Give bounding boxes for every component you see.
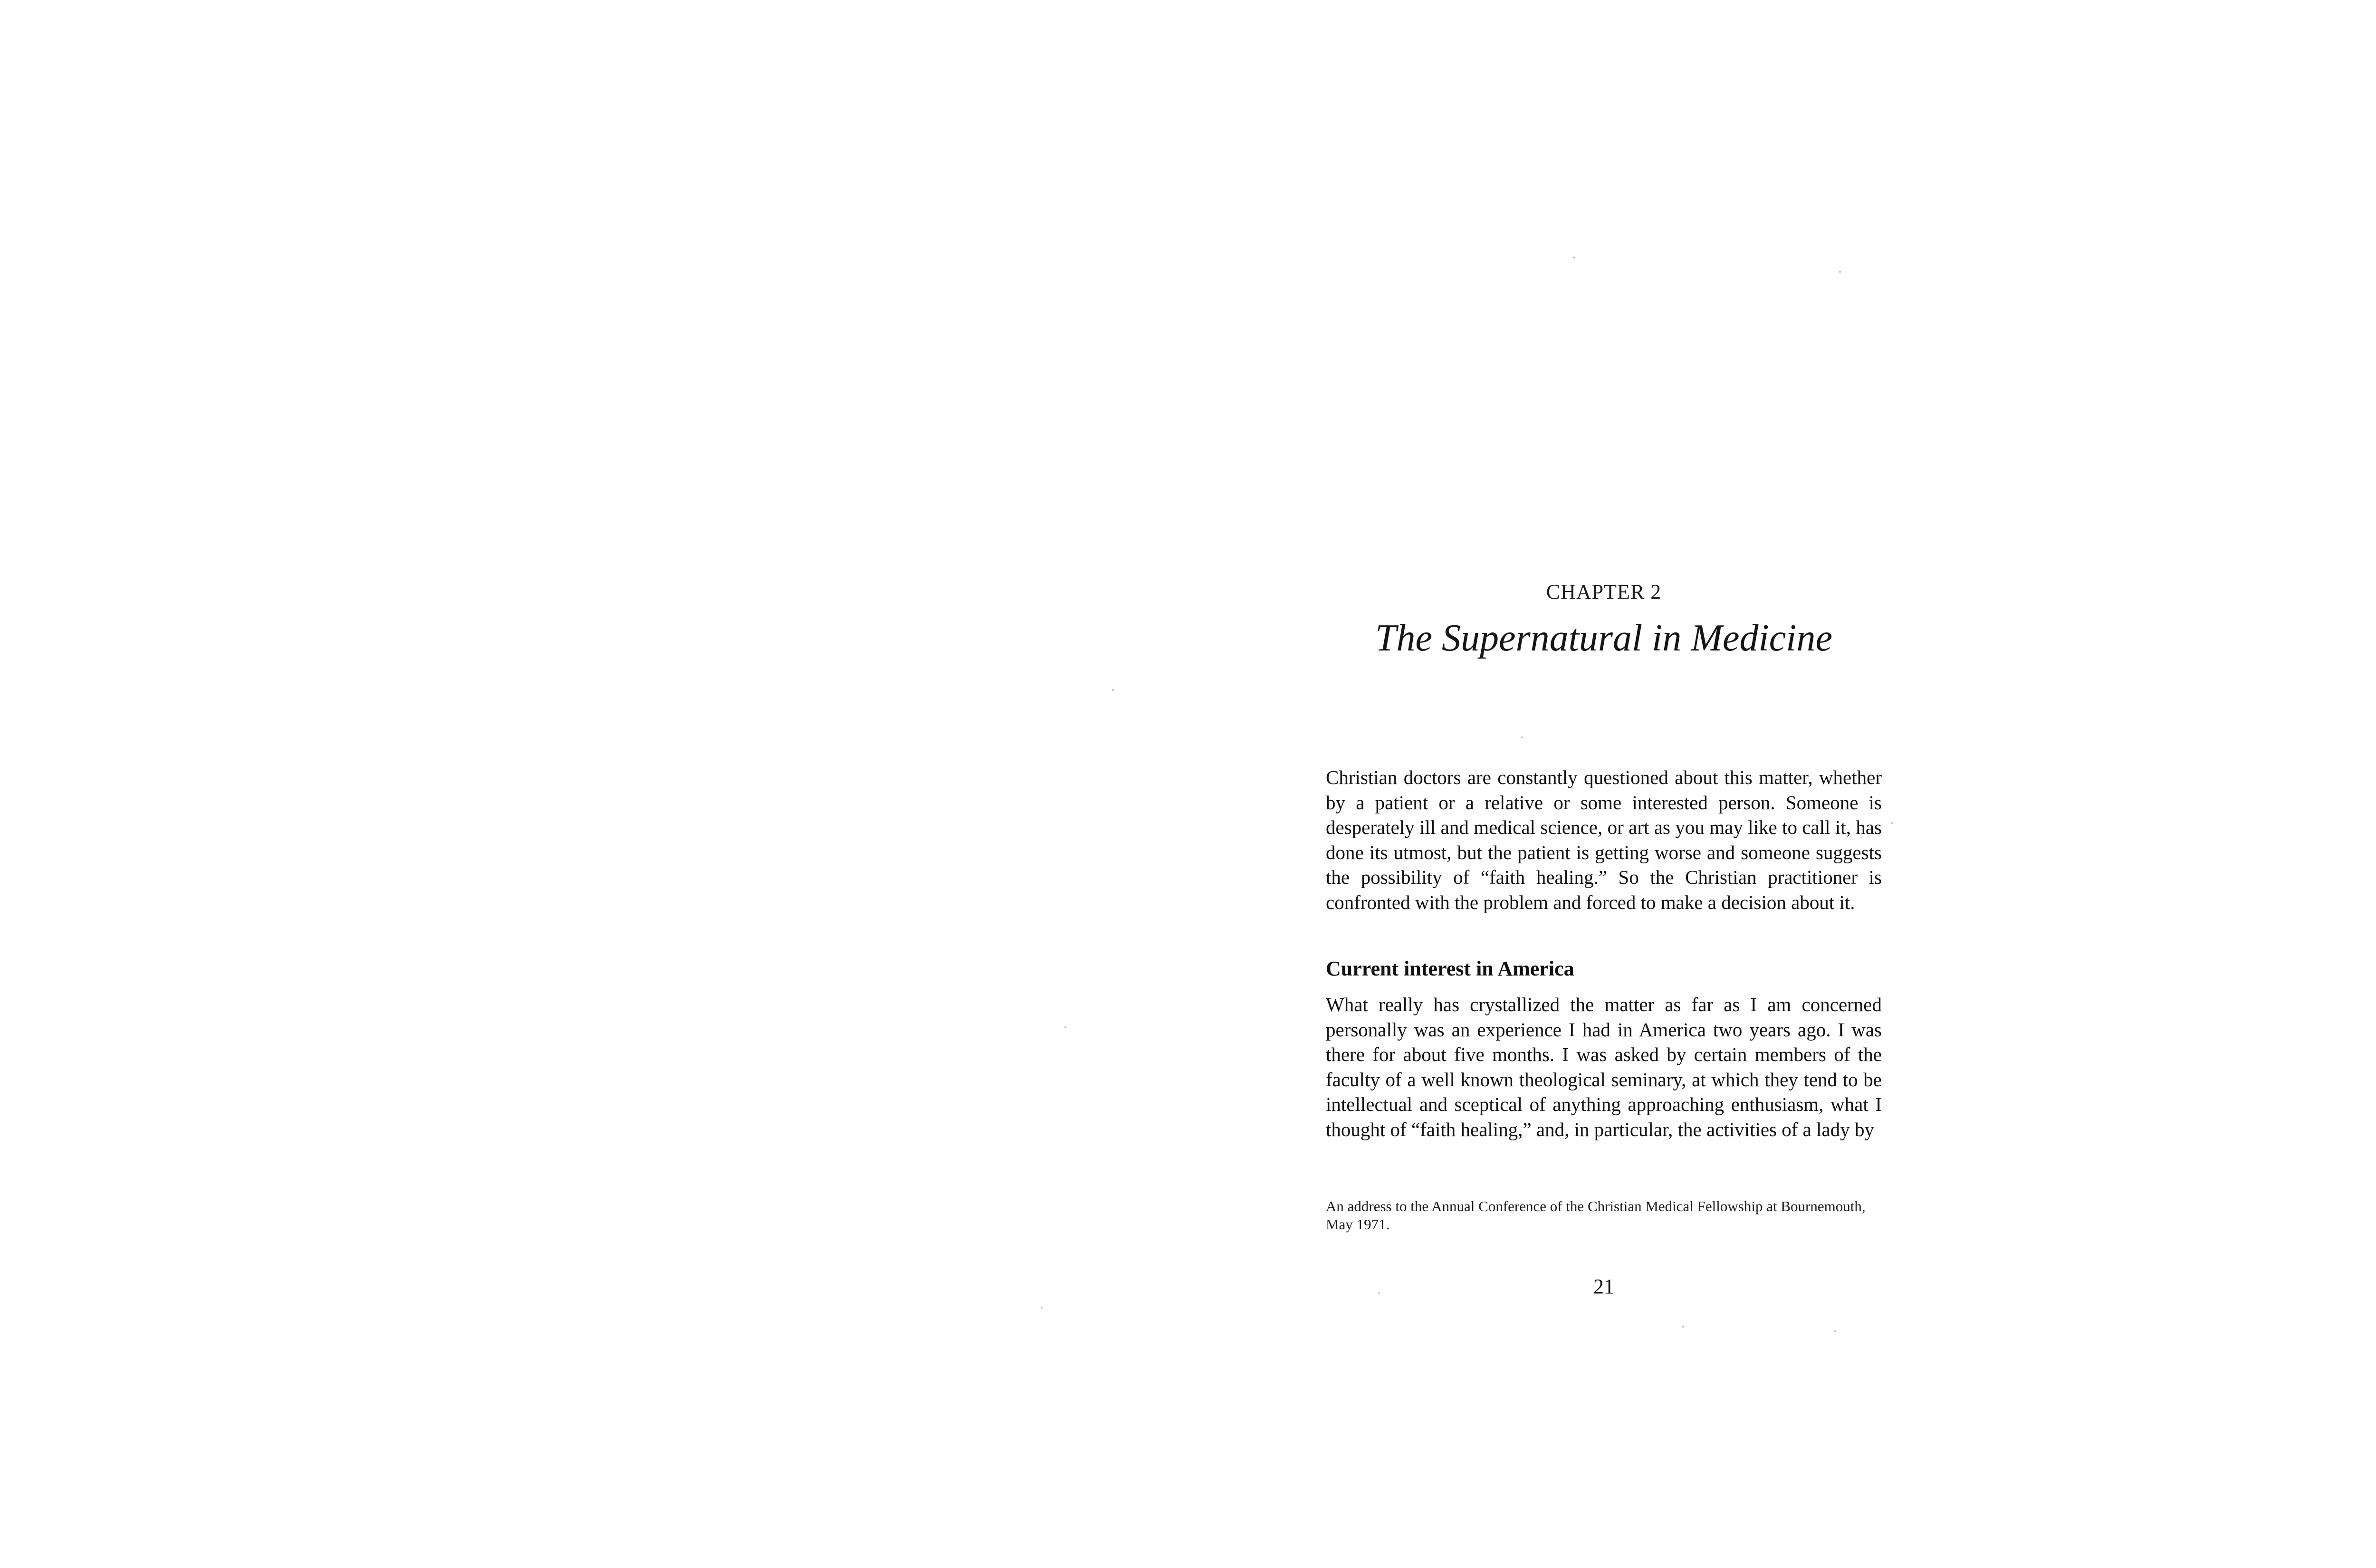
- scan-speck: [1891, 822, 1893, 824]
- scan-speck: [1064, 1026, 1066, 1028]
- page-number: 21: [1593, 1275, 1614, 1298]
- scan-speck: [1573, 257, 1575, 258]
- scan-speck: [1682, 1326, 1684, 1328]
- scan-speck: [1521, 736, 1523, 738]
- body-paragraph: What really has crystallized the matter as far as I am concerned personally was an experience I had in America two years ago. I was there for about five months. I was asked by certain members of the faculty of a well known theological seminary, at which they tend to be intellectual and sceptical of anything approaching enthusiasm, what I thought of “faith healing,” and, in particular, the activities of a lady by: [1326, 994, 1882, 1140]
- chapter-title: The Supernatural in Medicine: [1375, 617, 1833, 659]
- section-heading: Current interest in America: [1326, 957, 1574, 980]
- footnote: An address to the Annual Conference of the Christian Medical Fellowship at Bournemouth, May 1971.: [1326, 1198, 1866, 1233]
- scan-speck: [1112, 689, 1114, 691]
- scan-speck: [1834, 1330, 1836, 1332]
- scan-speck: [1378, 1292, 1380, 1294]
- scan-speck: [1041, 1307, 1043, 1309]
- chapter-label: CHAPTER 2: [1546, 580, 1662, 603]
- body-paragraph: Christian doctors are constantly questioned about this matter, whether by a patient or a relative or some interested person. Someone is desperately ill and medical science, or art as you may like to call it, has done its utmost, but the patient is getting worse and someone suggests the possibility of “faith healing.” So the Christian practitioner is confronted with the problem and forced to make a decision about it.: [1326, 766, 1882, 913]
- scan-speck: [1839, 271, 1841, 273]
